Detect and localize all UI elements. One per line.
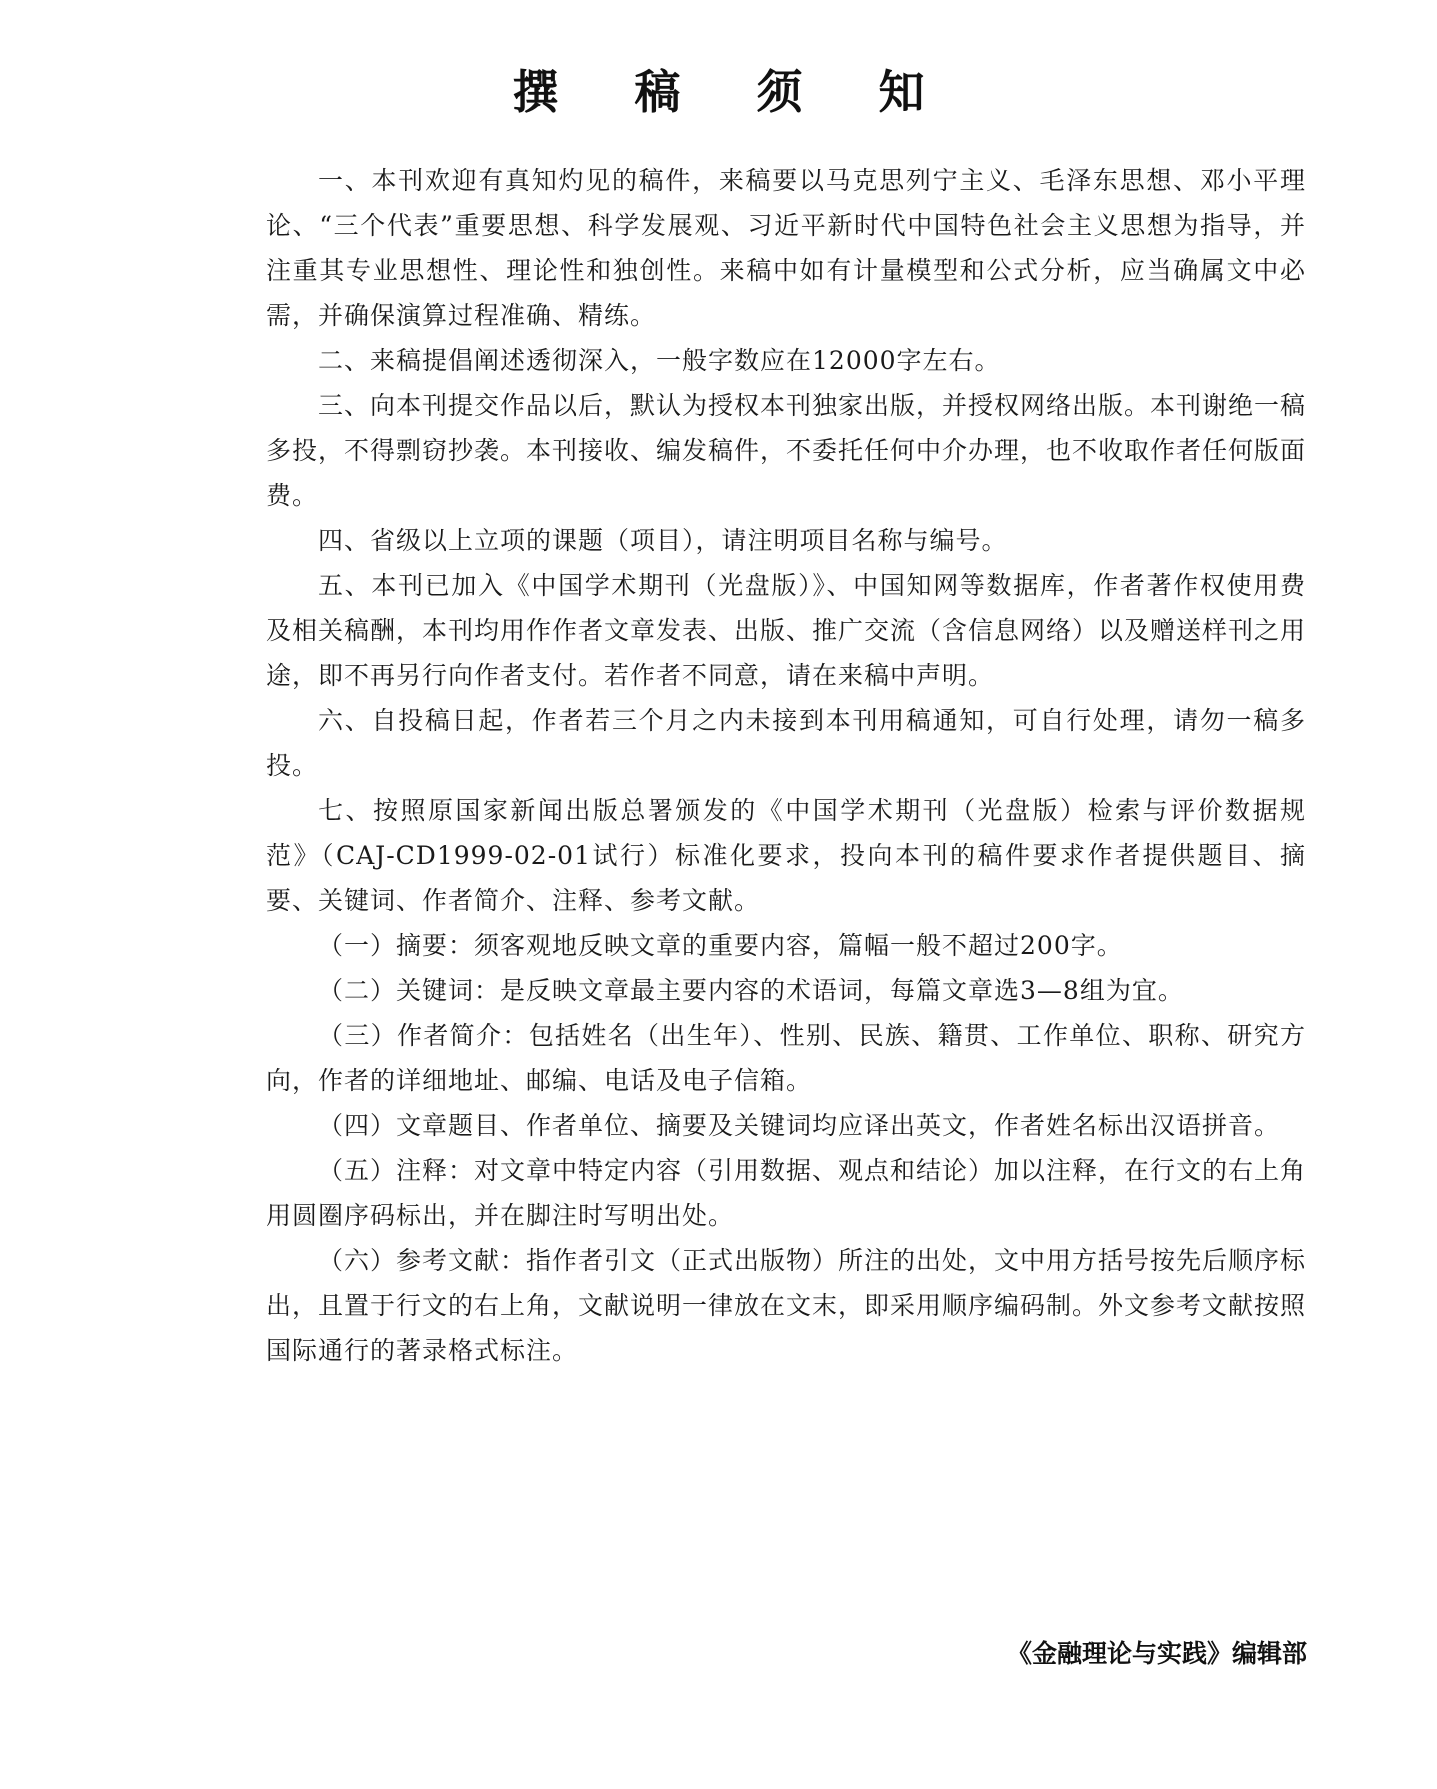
- guideline-paragraph-4: 四、省级以上立项的课题（项目），请注明项目名称与编号。: [318, 526, 1008, 555]
- guidelines-body: [266, 158, 1306, 1373]
- guideline-paragraph-1: 一、本刊欢迎有真知灼见的稿件，来稿要以马克思列宁主义、毛泽东思想、邓小平理论、“三个代表”重要思想、科学发展观、习近平新时代中国特色社会主义思想为指导，并注重其专业思想性、理论性和独创性。来稿中如有计量模型和公式分析，应当确属文中必需，并确保演算过程准确、精练。: [266, 166, 1306, 330]
- guideline-paragraph-5: 五、本刊已加入《中国学术期刊（光盘版）》、中国知网等数据库，作者著作权使用费及相关稿酬，本刊均用作作者文章发表、出版、推广交流（含信息网络）以及赠送样刊之用途，即不再另行向作者支付。若作者不同意，请在来稿中声明。: [266, 571, 1307, 690]
- guideline-subitem-notes: （五）注释：对文章中特定内容（引用数据、观点和结论）加以注释，在行文的右上角用圆圈序码标出，并在脚注时写明出处。: [266, 1156, 1307, 1230]
- guideline-paragraph-2: 二、来稿提倡阐述透彻深入，一般字数应在12000字左右。: [318, 346, 1001, 375]
- guideline-subitem-keywords: （二）关键词：是反映文章最主要内容的术语词，每篇文章选3—8组为宜。: [318, 976, 1184, 1005]
- guideline-subitem-author-bio: （三）作者简介：包括姓名（出生年）、性别、民族、籍贯、工作单位、职称、研究方向，作者的详细地址、邮编、电话及电子信箱。: [266, 1021, 1306, 1095]
- guideline-subitem-references: （六）参考文献：指作者引文（正式出版物）所注的出处，文中用方括号按先后顺序标出，且置于行文的右上角，文献说明一律放在文末，即采用顺序编码制。外文参考文献按照国际通行的著录格式标注。: [266, 1246, 1307, 1365]
- guideline-paragraph-7: 七、按照原国家新闻出版总署颁发的《中国学术期刊（光盘版）检索与评价数据规范》（CAJ-CD1999-02-01试行）标准化要求，投向本刊的稿件要求作者提供题目、摘要、关键词、作者简介、注释、参考文献。: [266, 796, 1306, 915]
- guideline-subitem-english: （四）文章题目、作者单位、摘要及关键词均应译出英文，作者姓名标出汉语拼音。: [318, 1111, 1281, 1140]
- guideline-paragraph-3: 三、向本刊提交作品以后，默认为授权本刊独家出版，并授权网络出版。本刊谢绝一稿多投，不得剽窃抄袭。本刊接收、编发稿件，不委托任何中介办理，也不收取作者任何版面费。: [266, 391, 1307, 510]
- page-title: 撰 稿 须 知: [512, 65, 955, 119]
- editorial-signature: 《金融理论与实践》编辑部: [1006, 1639, 1307, 1668]
- guideline-paragraph-6: 六、自投稿日起，作者若三个月之内未接到本刊用稿通知，可自行处理，请勿一稿多投。: [266, 706, 1306, 780]
- guideline-subitem-abstract: （一）摘要：须客观地反映文章的重要内容，篇幅一般不超过200字。: [318, 931, 1123, 960]
